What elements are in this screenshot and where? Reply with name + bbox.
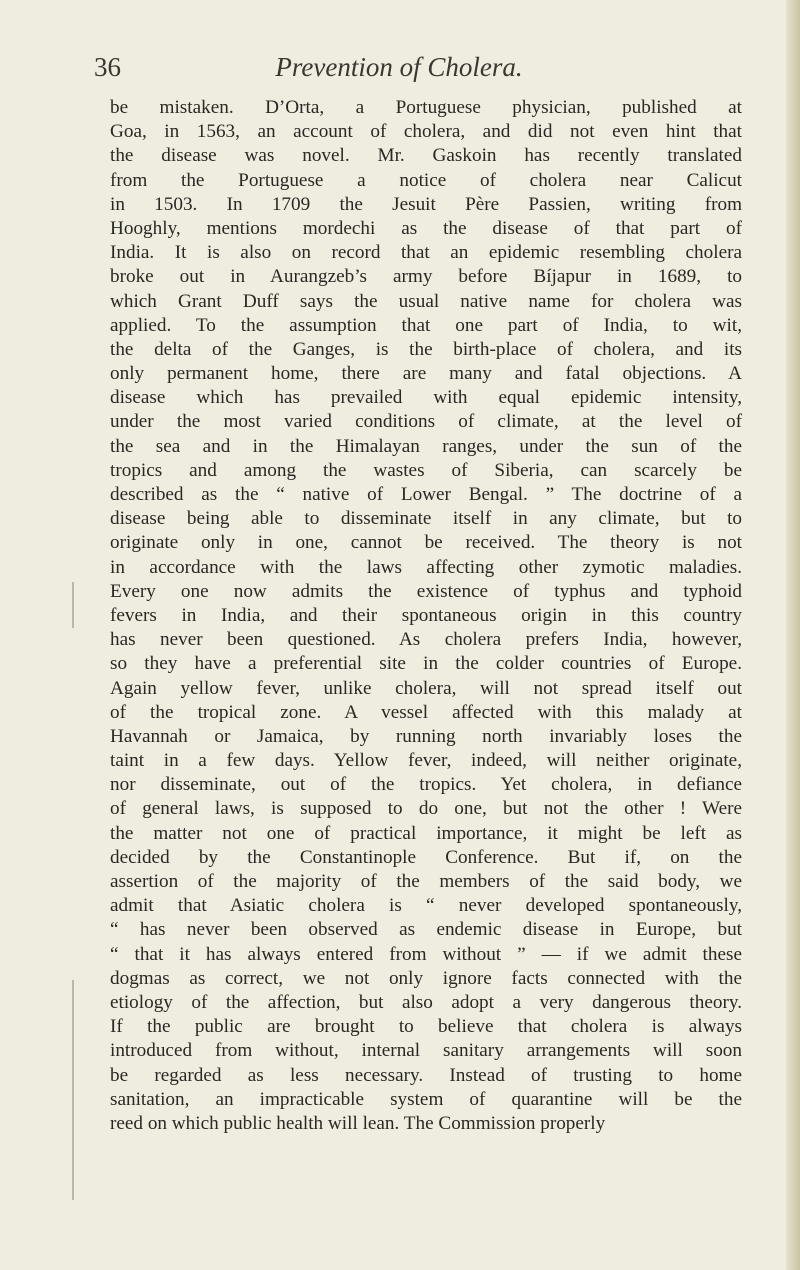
text-line: the sea and in the Himalayan ranges, under the sun of the [110, 435, 742, 457]
text-line: introduced from without, internal sanitary arrangements will soon [110, 1040, 742, 1062]
text-line: of general laws, is supposed to do one, but not the other ! Were [110, 798, 742, 820]
text-line: fevers in India, and their spontaneous origin in this country [110, 604, 742, 626]
text-line: has never been questioned. As cholera prefers India, however, [110, 629, 742, 651]
text-line: disease being able to disseminate itself in any climate, but to [110, 508, 742, 530]
text-line: broke out in Aurangzeb’s army before Bíjapur in 1689, to [110, 266, 742, 288]
body-text [110, 96, 742, 1136]
text-line: so they have a preferential site in the colder countries of Europe. [110, 653, 742, 675]
running-head: Prevention of Cholera. [275, 52, 523, 82]
text-line: India. It is also on record that an epidemic resembling cholera [110, 242, 742, 264]
text-line: sanitation, an impracticable system of quarantine will be the [110, 1088, 742, 1110]
text-line: in 1503. In 1709 the Jesuit Père Passien, writing from [110, 193, 742, 215]
text-line: applied. To the assumption that one part of India, to wit, [110, 314, 742, 336]
text-line: in accordance with the laws affecting other zymotic maladies. [110, 556, 742, 578]
text-line: taint in a few days. Yellow fever, indeed, will neither originate, [110, 750, 742, 772]
text-line: which Grant Duff says the usual native name for cholera was [110, 290, 742, 312]
text-line: decided by the Constantinople Conference. But if, on the [110, 846, 742, 868]
text-line: Hooghly, mentions mordechi as the disease of that part of [110, 217, 742, 239]
text-line: only permanent home, there are many and fatal objections. A [110, 363, 742, 385]
text-line: under the most varied conditions of climate, at the level of [110, 411, 742, 433]
text-line: If the public are brought to believe that cholera is always [110, 1016, 742, 1038]
text-line: admit that Asiatic cholera is “ never developed spontaneously, [110, 895, 742, 917]
text-line: “ has never been observed as endemic disease in Europe, but [110, 919, 742, 941]
text-line: Goa, in 1563, an account of cholera, and did not even hint that [110, 121, 742, 143]
text-line: “ that it has always entered from without ” — if we admit these [110, 943, 742, 965]
margin-mark [72, 980, 74, 1200]
text-line: of the tropical zone. A vessel affected with this malady at [110, 701, 742, 723]
text-line: the disease was novel. Mr. Gaskoin has recently translated [110, 145, 742, 167]
page-edge [786, 0, 800, 1270]
text-line: dogmas as correct, we not only ignore facts connected with the [110, 967, 742, 989]
text-line: etiology of the affection, but also adopt a very dangerous theory. [110, 991, 742, 1013]
text-line: described as the “ native of Lower Bengal. ” The doctrine of a [110, 484, 742, 505]
text-line: from the Portuguese a notice of cholera near Calicut [110, 169, 742, 191]
margin-mark [72, 582, 74, 628]
text-line: originate only in one, cannot be received. The theory is not [110, 532, 742, 554]
text-line: Again yellow fever, unlike cholera, will not spread itself out [110, 677, 742, 699]
text-line: nor disseminate, out of the tropics. Yet cholera, in defiance [110, 774, 742, 796]
text-line: be regarded as less necessary. Instead of trusting to home [110, 1064, 742, 1086]
page-number: 36 [94, 52, 121, 82]
text-line: tropics and among the wastes of Siberia, can scarcely be [110, 459, 742, 481]
text-line: be mistaken. D’Orta, a Portuguese physician, published at [110, 97, 742, 118]
page-header [94, 52, 704, 86]
text-line: assertion of the majority of the members of the said body, we [110, 871, 742, 892]
text-line: the delta of the Ganges, is the birth-place of cholera, and its [110, 338, 742, 360]
text-line: reed on which public health will lean. The Commission properly [110, 1112, 606, 1134]
text-line: Havannah or Jamaica, by running north invariably loses the [110, 725, 742, 747]
text-line: Every one now admits the existence of typhus and typhoid [110, 580, 742, 602]
text-line: the matter not one of practical importance, it might be left as [110, 822, 742, 844]
text-line: disease which has prevailed with equal epidemic intensity, [110, 387, 742, 409]
